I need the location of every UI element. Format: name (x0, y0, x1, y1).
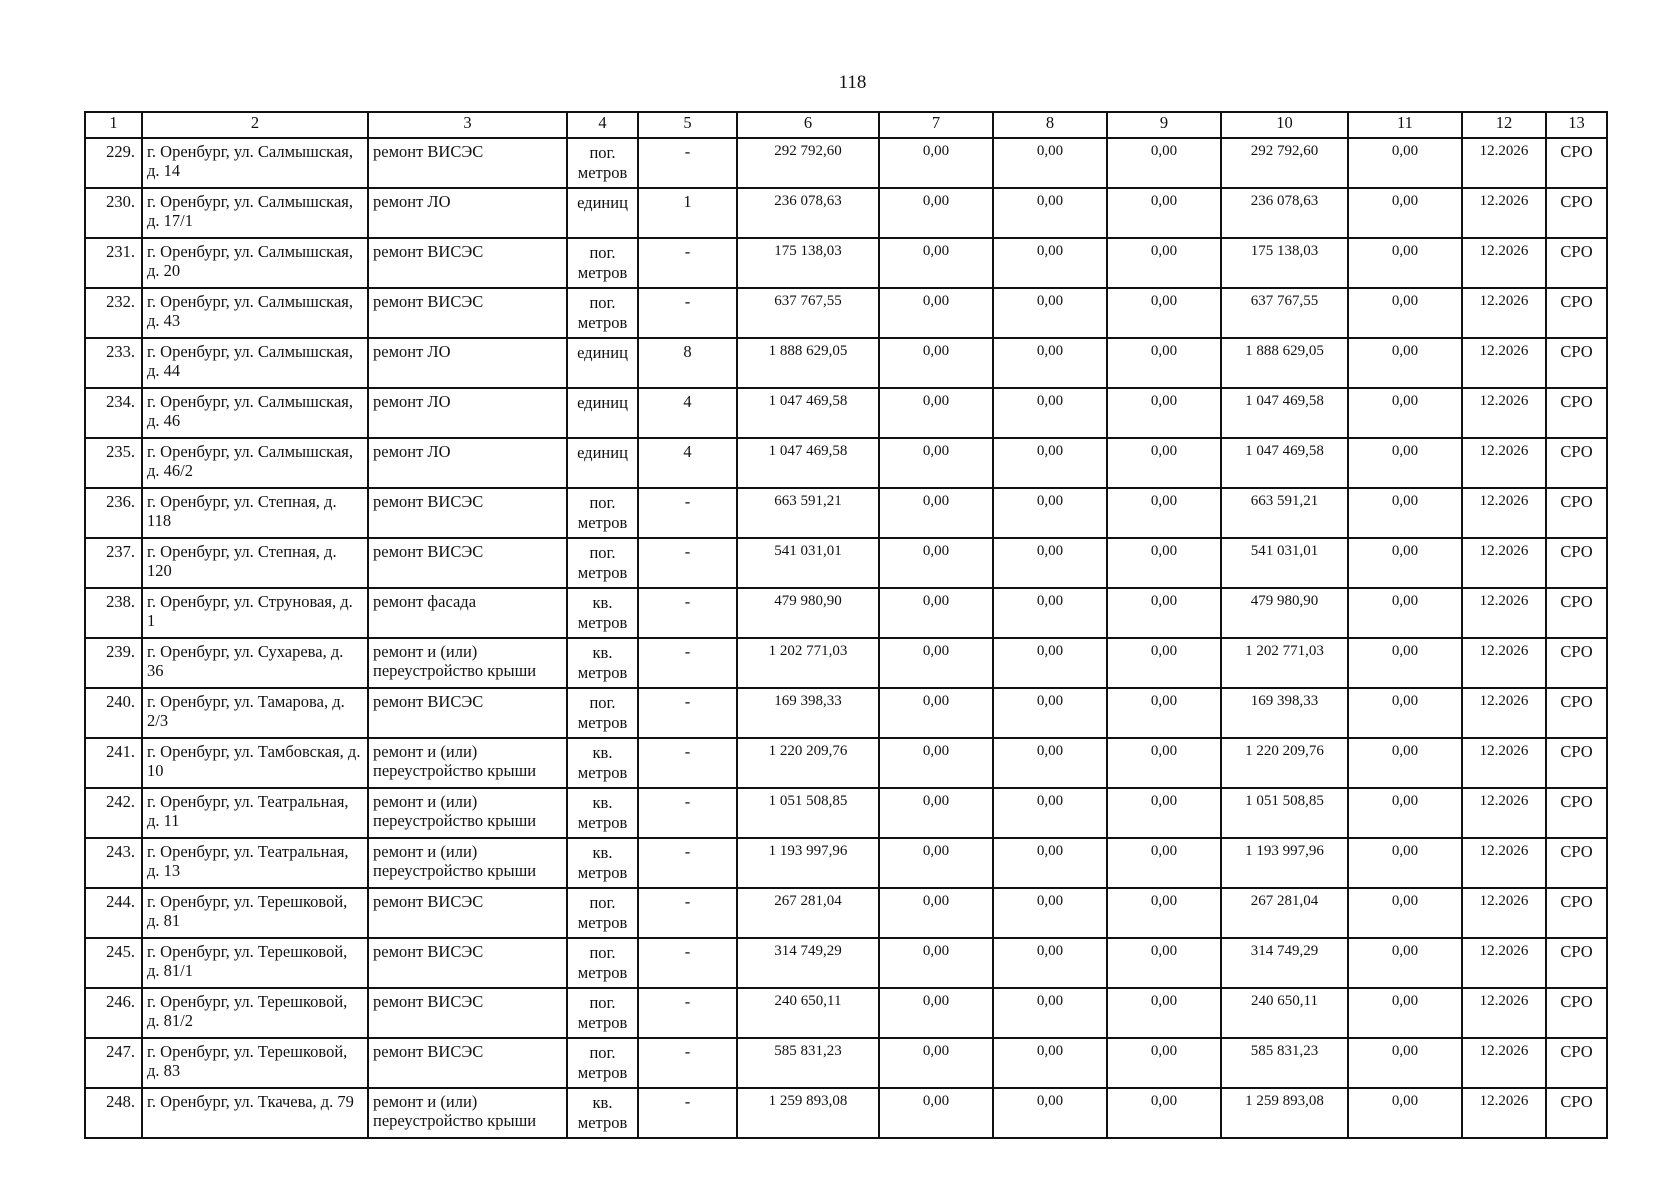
total-cost-cell: 663 591,21 (737, 488, 879, 538)
cost-col-7-cell: 0,00 (879, 488, 993, 538)
cost-col-10-cell: 585 831,23 (1221, 1038, 1348, 1088)
total-cost-cell: 1 047 469,58 (737, 388, 879, 438)
table-row (85, 1088, 1607, 1138)
deadline-cell: 12.2026 (1462, 888, 1546, 938)
cost-col-10-cell: 1 193 997,96 (1221, 838, 1348, 888)
work-type-cell: ремонт ЛО (368, 438, 567, 488)
cost-col-7-cell: 0,00 (879, 538, 993, 588)
cost-col-8-cell: 0,00 (993, 488, 1107, 538)
cost-col-11-cell: 0,00 (1348, 538, 1462, 588)
cost-col-10-cell: 240 650,11 (1221, 988, 1348, 1038)
cost-col-9-cell: 0,00 (1107, 1038, 1221, 1088)
unit-cell: пог. метров (567, 938, 638, 988)
cost-col-9-cell: 0,00 (1107, 938, 1221, 988)
cost-col-10-cell: 1 888 629,05 (1221, 338, 1348, 388)
quantity-cell: - (638, 788, 737, 838)
deadline-cell: 12.2026 (1462, 288, 1546, 338)
row-number: 233. (85, 338, 142, 388)
row-number: 245. (85, 938, 142, 988)
cost-col-10-cell: 1 259 893,08 (1221, 1088, 1348, 1138)
address-cell: г. Оренбург, ул. Степная, д. 120 (142, 538, 368, 588)
address-cell: г. Оренбург, ул. Салмышская, д. 46 (142, 388, 368, 438)
table-row (85, 788, 1607, 838)
address-cell: г. Оренбург, ул. Струновая, д. 1 (142, 588, 368, 638)
cost-col-9-cell: 0,00 (1107, 138, 1221, 188)
column-header: 6 (737, 112, 879, 138)
cost-col-7-cell: 0,00 (879, 1038, 993, 1088)
total-cost-cell: 169 398,33 (737, 688, 879, 738)
deadline-cell: 12.2026 (1462, 388, 1546, 438)
table-row (85, 938, 1607, 988)
quantity-cell: - (638, 588, 737, 638)
row-number: 242. (85, 788, 142, 838)
cost-col-11-cell: 0,00 (1348, 888, 1462, 938)
cost-col-9-cell: 0,00 (1107, 688, 1221, 738)
cost-col-10-cell: 1 047 469,58 (1221, 438, 1348, 488)
row-number: 239. (85, 638, 142, 688)
quantity-cell: - (638, 488, 737, 538)
row-number: 230. (85, 188, 142, 238)
cost-col-9-cell: 0,00 (1107, 188, 1221, 238)
table-row (85, 238, 1607, 288)
cost-col-9-cell: 0,00 (1107, 488, 1221, 538)
total-cost-cell: 479 980,90 (737, 588, 879, 638)
header-row (85, 112, 1607, 138)
executor-cell: СРО (1546, 388, 1607, 438)
cost-col-11-cell: 0,00 (1348, 988, 1462, 1038)
cost-col-11-cell: 0,00 (1348, 338, 1462, 388)
cost-col-9-cell: 0,00 (1107, 638, 1221, 688)
executor-cell: СРО (1546, 138, 1607, 188)
quantity-cell: - (638, 888, 737, 938)
cost-col-11-cell: 0,00 (1348, 488, 1462, 538)
work-type-cell: ремонт ВИСЭС (368, 288, 567, 338)
unit-cell: единиц (567, 438, 638, 488)
executor-cell: СРО (1546, 838, 1607, 888)
total-cost-cell: 637 767,55 (737, 288, 879, 338)
deadline-cell: 12.2026 (1462, 238, 1546, 288)
column-header: 7 (879, 112, 993, 138)
cost-col-8-cell: 0,00 (993, 738, 1107, 788)
deadline-cell: 12.2026 (1462, 988, 1546, 1038)
cost-col-8-cell: 0,00 (993, 138, 1107, 188)
cost-col-11-cell: 0,00 (1348, 838, 1462, 888)
cost-col-7-cell: 0,00 (879, 188, 993, 238)
cost-col-8-cell: 0,00 (993, 1088, 1107, 1138)
total-cost-cell: 175 138,03 (737, 238, 879, 288)
quantity-cell: 8 (638, 338, 737, 388)
column-header: 1 (85, 112, 142, 138)
unit-cell: пог. метров (567, 238, 638, 288)
row-number: 237. (85, 538, 142, 588)
total-cost-cell: 1 220 209,76 (737, 738, 879, 788)
executor-cell: СРО (1546, 938, 1607, 988)
cost-col-7-cell: 0,00 (879, 438, 993, 488)
cost-col-8-cell: 0,00 (993, 538, 1107, 588)
total-cost-cell: 1 047 469,58 (737, 438, 879, 488)
work-type-cell: ремонт ВИСЭС (368, 888, 567, 938)
deadline-cell: 12.2026 (1462, 738, 1546, 788)
row-number: 238. (85, 588, 142, 638)
total-cost-cell: 314 749,29 (737, 938, 879, 988)
cost-col-8-cell: 0,00 (993, 838, 1107, 888)
cost-col-8-cell: 0,00 (993, 288, 1107, 338)
cost-col-11-cell: 0,00 (1348, 1088, 1462, 1138)
work-type-cell: ремонт и (или) переустройство крыши (368, 1088, 567, 1138)
cost-col-10-cell: 236 078,63 (1221, 188, 1348, 238)
row-number: 243. (85, 838, 142, 888)
unit-cell: пог. метров (567, 538, 638, 588)
quantity-cell: - (638, 538, 737, 588)
deadline-cell: 12.2026 (1462, 488, 1546, 538)
row-number: 241. (85, 738, 142, 788)
work-type-cell: ремонт ЛО (368, 388, 567, 438)
cost-col-7-cell: 0,00 (879, 638, 993, 688)
total-cost-cell: 236 078,63 (737, 188, 879, 238)
table-row (85, 538, 1607, 588)
row-number: 246. (85, 988, 142, 1038)
row-number: 244. (85, 888, 142, 938)
unit-cell: кв. метров (567, 738, 638, 788)
executor-cell: СРО (1546, 488, 1607, 538)
cost-col-11-cell: 0,00 (1348, 738, 1462, 788)
cost-col-11-cell: 0,00 (1348, 1038, 1462, 1088)
quantity-cell: - (638, 1088, 737, 1138)
cost-col-11-cell: 0,00 (1348, 288, 1462, 338)
cost-col-8-cell: 0,00 (993, 338, 1107, 388)
cost-col-7-cell: 0,00 (879, 888, 993, 938)
cost-col-10-cell: 314 749,29 (1221, 938, 1348, 988)
table-row (85, 888, 1607, 938)
work-type-cell: ремонт и (или) переустройство крыши (368, 738, 567, 788)
work-type-cell: ремонт и (или) переустройство крыши (368, 638, 567, 688)
row-number: 240. (85, 688, 142, 738)
cost-col-8-cell: 0,00 (993, 388, 1107, 438)
cost-col-11-cell: 0,00 (1348, 638, 1462, 688)
quantity-cell: - (638, 988, 737, 1038)
cost-col-11-cell: 0,00 (1348, 388, 1462, 438)
cost-col-9-cell: 0,00 (1107, 888, 1221, 938)
executor-cell: СРО (1546, 288, 1607, 338)
address-cell: г. Оренбург, ул. Салмышская, д. 46/2 (142, 438, 368, 488)
work-type-cell: ремонт ВИСЭС (368, 538, 567, 588)
table-row (85, 688, 1607, 738)
work-type-cell: ремонт ВИСЭС (368, 138, 567, 188)
total-cost-cell: 267 281,04 (737, 888, 879, 938)
work-type-cell: ремонт ВИСЭС (368, 688, 567, 738)
total-cost-cell: 1 888 629,05 (737, 338, 879, 388)
deadline-cell: 12.2026 (1462, 688, 1546, 738)
unit-cell: единиц (567, 188, 638, 238)
column-header: 10 (1221, 112, 1348, 138)
deadline-cell: 12.2026 (1462, 938, 1546, 988)
address-cell: г. Оренбург, ул. Степная, д. 118 (142, 488, 368, 538)
work-type-cell: ремонт фасада (368, 588, 567, 638)
cost-col-11-cell: 0,00 (1348, 238, 1462, 288)
total-cost-cell: 1 202 771,03 (737, 638, 879, 688)
cost-col-11-cell: 0,00 (1348, 188, 1462, 238)
total-cost-cell: 541 031,01 (737, 538, 879, 588)
deadline-cell: 12.2026 (1462, 538, 1546, 588)
row-number: 234. (85, 388, 142, 438)
cost-col-9-cell: 0,00 (1107, 788, 1221, 838)
column-header: 4 (567, 112, 638, 138)
work-type-cell: ремонт и (или) переустройство крыши (368, 838, 567, 888)
cost-col-7-cell: 0,00 (879, 138, 993, 188)
address-cell: г. Оренбург, ул. Салмышская, д. 43 (142, 288, 368, 338)
cost-col-9-cell: 0,00 (1107, 388, 1221, 438)
cost-col-8-cell: 0,00 (993, 438, 1107, 488)
cost-col-11-cell: 0,00 (1348, 688, 1462, 738)
row-number: 248. (85, 1088, 142, 1138)
quantity-cell: - (638, 138, 737, 188)
quantity-cell: - (638, 738, 737, 788)
table-row (85, 738, 1607, 788)
executor-cell: СРО (1546, 188, 1607, 238)
quantity-cell: - (638, 288, 737, 338)
column-header: 13 (1546, 112, 1607, 138)
cost-col-9-cell: 0,00 (1107, 288, 1221, 338)
total-cost-cell: 1 193 997,96 (737, 838, 879, 888)
total-cost-cell: 1 051 508,85 (737, 788, 879, 838)
deadline-cell: 12.2026 (1462, 788, 1546, 838)
quantity-cell: - (638, 1038, 737, 1088)
address-cell: г. Оренбург, ул. Театральная, д. 11 (142, 788, 368, 838)
row-number: 231. (85, 238, 142, 288)
cost-col-9-cell: 0,00 (1107, 338, 1221, 388)
work-type-cell: ремонт ВИСЭС (368, 238, 567, 288)
address-cell: г. Оренбург, ул. Театральная, д. 13 (142, 838, 368, 888)
cost-col-9-cell: 0,00 (1107, 1088, 1221, 1138)
cost-col-7-cell: 0,00 (879, 688, 993, 738)
total-cost-cell: 292 792,60 (737, 138, 879, 188)
unit-cell: пог. метров (567, 488, 638, 538)
address-cell: г. Оренбург, ул. Салмышская, д. 17/1 (142, 188, 368, 238)
table-row (85, 388, 1607, 438)
cost-col-10-cell: 637 767,55 (1221, 288, 1348, 338)
executor-cell: СРО (1546, 1088, 1607, 1138)
table-row (85, 838, 1607, 888)
cost-col-10-cell: 479 980,90 (1221, 588, 1348, 638)
table-row (85, 488, 1607, 538)
table-row (85, 138, 1607, 188)
quantity-cell: - (638, 838, 737, 888)
unit-cell: пог. метров (567, 138, 638, 188)
row-number: 236. (85, 488, 142, 538)
cost-col-11-cell: 0,00 (1348, 938, 1462, 988)
cost-col-10-cell: 1 220 209,76 (1221, 738, 1348, 788)
address-cell: г. Оренбург, ул. Салмышская, д. 20 (142, 238, 368, 288)
row-number: 235. (85, 438, 142, 488)
cost-col-10-cell: 1 047 469,58 (1221, 388, 1348, 438)
cost-col-8-cell: 0,00 (993, 588, 1107, 638)
work-type-cell: ремонт ВИСЭС (368, 1038, 567, 1088)
column-header: 5 (638, 112, 737, 138)
table-row (85, 988, 1607, 1038)
cost-col-11-cell: 0,00 (1348, 138, 1462, 188)
cost-col-11-cell: 0,00 (1348, 588, 1462, 638)
cost-col-7-cell: 0,00 (879, 288, 993, 338)
cost-col-10-cell: 663 591,21 (1221, 488, 1348, 538)
deadline-cell: 12.2026 (1462, 638, 1546, 688)
unit-cell: кв. метров (567, 1088, 638, 1138)
cost-col-10-cell: 1 202 771,03 (1221, 638, 1348, 688)
executor-cell: СРО (1546, 238, 1607, 288)
table-row (85, 1038, 1607, 1088)
quantity-cell: 4 (638, 438, 737, 488)
cost-col-11-cell: 0,00 (1348, 788, 1462, 838)
cost-col-9-cell: 0,00 (1107, 538, 1221, 588)
table-row (85, 638, 1607, 688)
address-cell: г. Оренбург, ул. Тамбовская, д. 10 (142, 738, 368, 788)
work-type-cell: ремонт ЛО (368, 338, 567, 388)
cost-col-7-cell: 0,00 (879, 338, 993, 388)
cost-col-10-cell: 292 792,60 (1221, 138, 1348, 188)
table-row (85, 188, 1607, 238)
cost-col-11-cell: 0,00 (1348, 438, 1462, 488)
cost-col-9-cell: 0,00 (1107, 738, 1221, 788)
cost-col-8-cell: 0,00 (993, 1038, 1107, 1088)
row-number: 247. (85, 1038, 142, 1088)
column-header: 9 (1107, 112, 1221, 138)
cost-col-8-cell: 0,00 (993, 188, 1107, 238)
cost-col-8-cell: 0,00 (993, 638, 1107, 688)
unit-cell: кв. метров (567, 588, 638, 638)
cost-col-7-cell: 0,00 (879, 838, 993, 888)
executor-cell: СРО (1546, 688, 1607, 738)
unit-cell: единиц (567, 388, 638, 438)
table-row (85, 588, 1607, 638)
unit-cell: пог. метров (567, 688, 638, 738)
address-cell: г. Оренбург, ул. Терешковой, д. 81/1 (142, 938, 368, 988)
cost-col-7-cell: 0,00 (879, 788, 993, 838)
unit-cell: пог. метров (567, 988, 638, 1038)
cost-col-7-cell: 0,00 (879, 1088, 993, 1138)
work-type-cell: ремонт ВИСЭС (368, 488, 567, 538)
quantity-cell: - (638, 638, 737, 688)
cost-col-9-cell: 0,00 (1107, 588, 1221, 638)
quantity-cell: - (638, 688, 737, 738)
unit-cell: кв. метров (567, 838, 638, 888)
executor-cell: СРО (1546, 538, 1607, 588)
row-number: 229. (85, 138, 142, 188)
cost-col-8-cell: 0,00 (993, 938, 1107, 988)
cost-col-10-cell: 541 031,01 (1221, 538, 1348, 588)
executor-cell: СРО (1546, 438, 1607, 488)
total-cost-cell: 1 259 893,08 (737, 1088, 879, 1138)
cost-col-10-cell: 169 398,33 (1221, 688, 1348, 738)
cost-col-7-cell: 0,00 (879, 988, 993, 1038)
cost-col-8-cell: 0,00 (993, 788, 1107, 838)
cost-col-7-cell: 0,00 (879, 738, 993, 788)
address-cell: г. Оренбург, ул. Терешковой, д. 81/2 (142, 988, 368, 1038)
address-cell: г. Оренбург, ул. Терешковой, д. 81 (142, 888, 368, 938)
column-header: 8 (993, 112, 1107, 138)
executor-cell: СРО (1546, 588, 1607, 638)
deadline-cell: 12.2026 (1462, 838, 1546, 888)
unit-cell: единиц (567, 338, 638, 388)
cost-col-10-cell: 267 281,04 (1221, 888, 1348, 938)
unit-cell: кв. метров (567, 788, 638, 838)
page-number: 118 (838, 72, 867, 93)
executor-cell: СРО (1546, 888, 1607, 938)
unit-cell: пог. метров (567, 1038, 638, 1088)
executor-cell: СРО (1546, 1038, 1607, 1088)
deadline-cell: 12.2026 (1462, 1088, 1546, 1138)
address-cell: г. Оренбург, ул. Терешковой, д. 83 (142, 1038, 368, 1088)
address-cell: г. Оренбург, ул. Салмышская, д. 14 (142, 138, 368, 188)
deadline-cell: 12.2026 (1462, 138, 1546, 188)
cost-col-7-cell: 0,00 (879, 938, 993, 988)
work-type-cell: ремонт ЛО (368, 188, 567, 238)
cost-col-9-cell: 0,00 (1107, 438, 1221, 488)
cost-col-7-cell: 0,00 (879, 388, 993, 438)
executor-cell: СРО (1546, 638, 1607, 688)
executor-cell: СРО (1546, 738, 1607, 788)
cost-col-10-cell: 175 138,03 (1221, 238, 1348, 288)
deadline-cell: 12.2026 (1462, 338, 1546, 388)
cost-col-8-cell: 0,00 (993, 888, 1107, 938)
work-type-cell: ремонт ВИСЭС (368, 988, 567, 1038)
table-row (85, 438, 1607, 488)
cost-col-9-cell: 0,00 (1107, 238, 1221, 288)
cost-col-9-cell: 0,00 (1107, 988, 1221, 1038)
executor-cell: СРО (1546, 788, 1607, 838)
table-row (85, 288, 1607, 338)
column-header: 11 (1348, 112, 1462, 138)
cost-col-8-cell: 0,00 (993, 238, 1107, 288)
cost-col-8-cell: 0,00 (993, 988, 1107, 1038)
executor-cell: СРО (1546, 988, 1607, 1038)
deadline-cell: 12.2026 (1462, 438, 1546, 488)
unit-cell: пог. метров (567, 288, 638, 338)
repair-schedule-table (84, 111, 1608, 1139)
unit-cell: кв. метров (567, 638, 638, 688)
address-cell: г. Оренбург, ул. Салмышская, д. 44 (142, 338, 368, 388)
cost-col-8-cell: 0,00 (993, 688, 1107, 738)
unit-cell: пог. метров (567, 888, 638, 938)
column-header: 12 (1462, 112, 1546, 138)
address-cell: г. Оренбург, ул. Тамарова, д. 2/3 (142, 688, 368, 738)
table-row (85, 338, 1607, 388)
column-header: 3 (368, 112, 567, 138)
cost-col-7-cell: 0,00 (879, 588, 993, 638)
address-cell: г. Оренбург, ул. Сухарева, д. 36 (142, 638, 368, 688)
quantity-cell: - (638, 938, 737, 988)
cost-col-7-cell: 0,00 (879, 238, 993, 288)
quantity-cell: 4 (638, 388, 737, 438)
quantity-cell: 1 (638, 188, 737, 238)
quantity-cell: - (638, 238, 737, 288)
row-number: 232. (85, 288, 142, 338)
total-cost-cell: 240 650,11 (737, 988, 879, 1038)
deadline-cell: 12.2026 (1462, 588, 1546, 638)
deadline-cell: 12.2026 (1462, 188, 1546, 238)
work-type-cell: ремонт ВИСЭС (368, 938, 567, 988)
address-cell: г. Оренбург, ул. Ткачева, д. 79 (142, 1088, 368, 1138)
column-header: 2 (142, 112, 368, 138)
cost-col-10-cell: 1 051 508,85 (1221, 788, 1348, 838)
cost-col-9-cell: 0,00 (1107, 838, 1221, 888)
executor-cell: СРО (1546, 338, 1607, 388)
deadline-cell: 12.2026 (1462, 1038, 1546, 1088)
work-type-cell: ремонт и (или) переустройство крыши (368, 788, 567, 838)
total-cost-cell: 585 831,23 (737, 1038, 879, 1088)
